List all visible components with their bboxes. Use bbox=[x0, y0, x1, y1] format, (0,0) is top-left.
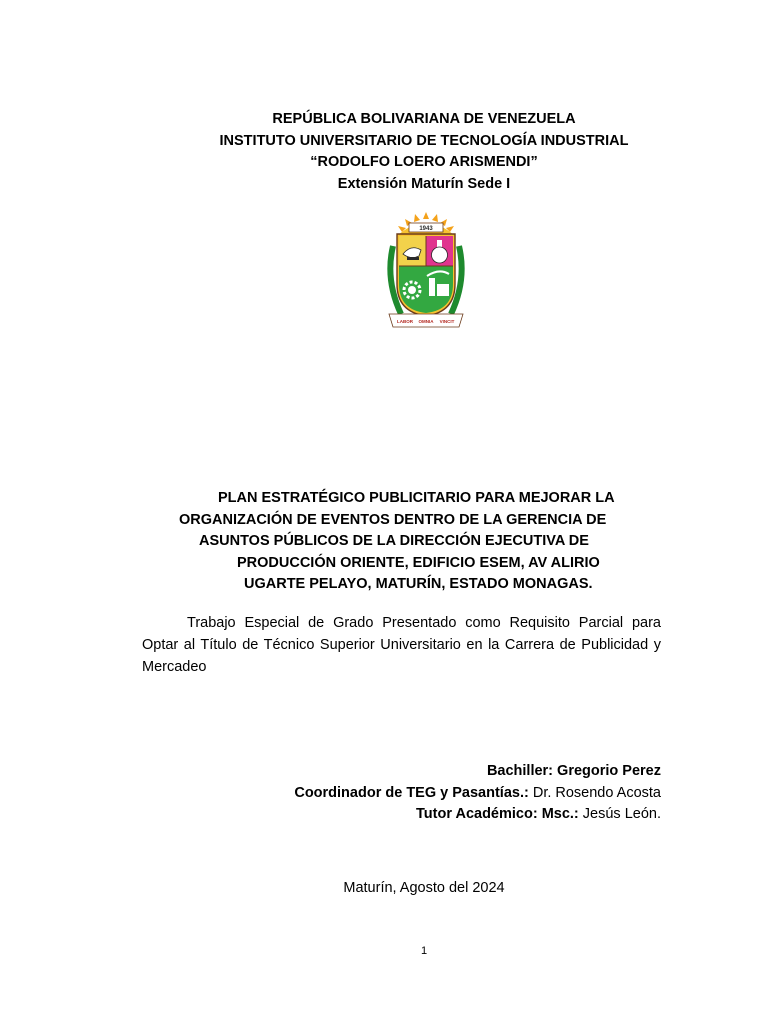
header-institute-name: “RODOLFO LOERO ARISMENDI” bbox=[310, 154, 538, 170]
thesis-title-line: UGARTE PELAYO, MATURÍN, ESTADO MONAGAS. bbox=[244, 576, 593, 592]
motto-center: OMNIA bbox=[418, 319, 434, 324]
motto-right: VINCIT bbox=[439, 319, 455, 324]
bachiller-line: Bachiller: Gregorio Perez bbox=[486, 763, 661, 779]
motto-left: LABOR bbox=[397, 319, 413, 324]
page-number: 1 bbox=[420, 945, 428, 957]
degree-statement: Trabajo Especial de Grado Presentado como Requisito Parcial para Optar al Título de Técnico Superior Universitario en la Carrera de Publicidad y Mercadeo bbox=[142, 615, 661, 675]
tutor-name: Jesús León. bbox=[578, 806, 661, 822]
logo-year: 1943 bbox=[419, 226, 433, 232]
coordinator-name: Dr. Rosendo Acosta bbox=[528, 784, 661, 801]
header-extension: Extensión Maturín Sede I bbox=[337, 175, 511, 192]
institution-logo bbox=[383, 210, 469, 330]
header-institute: INSTITUTO UNIVERSITARIO DE TECNOLOGÍA INDUSTRIAL bbox=[219, 132, 629, 149]
thesis-title-line: ORGANIZACIÓN DE EVENTOS DENTRO DE LA GERENCIA DE bbox=[179, 511, 607, 528]
coordinator-label: Coordinador de TEG y Pasantías.: bbox=[294, 784, 529, 801]
thesis-title-line: ASUNTOS PÚBLICOS DE LA DIRECCIÓN EJECUTIVA DE bbox=[199, 533, 589, 549]
thesis-title-line: PLAN ESTRATÉGICO PUBLICITARIO PARA MEJORAR LA bbox=[218, 490, 615, 506]
thesis-title-line: PRODUCCIÓN ORIENTE, EDIFICIO ESEM, AV ALIRIO bbox=[237, 554, 600, 571]
place-date: Maturín, Agosto del 2024 bbox=[343, 880, 505, 896]
signers-block bbox=[294, 761, 661, 826]
thesis-title bbox=[140, 488, 710, 596]
tutor-label: Tutor Académico: Msc.: bbox=[416, 806, 579, 822]
institution-header bbox=[0, 109, 768, 195]
header-republic: REPÚBLICA BOLIVARIANA DE VENEZUELA bbox=[272, 111, 576, 127]
